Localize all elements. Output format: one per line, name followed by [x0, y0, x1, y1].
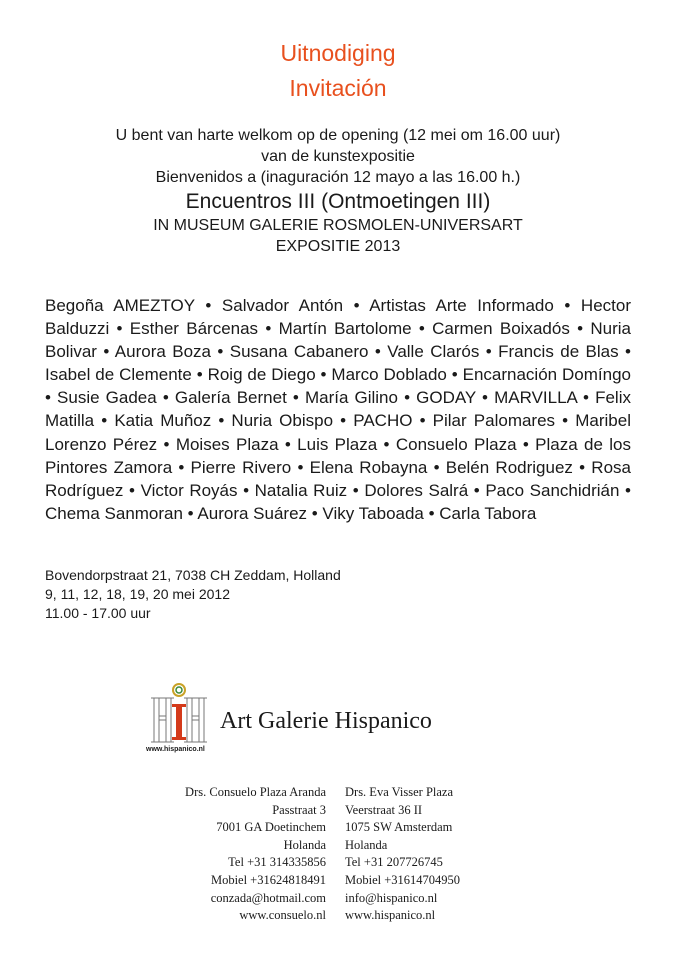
contact-street: Passtraat 3 — [272, 802, 326, 817]
opening-hours: 11.00 - 17.00 uur — [45, 605, 151, 621]
contact-name: Drs. Eva Visser Plaza — [345, 785, 454, 799]
intro-line-2: van de kunstexpositie — [261, 148, 415, 165]
contact-tel: Tel +31 207726745 — [345, 855, 443, 870]
expo-year: EXPOSITIE 2013 — [275, 238, 401, 255]
exhibition-dates: 9, 11, 12, 18, 19, 20 mei 2012 — [45, 586, 230, 602]
intro-block — [0, 125, 676, 257]
contact-consuelo — [185, 784, 326, 925]
contact-email: conzada@hotmail.com — [210, 890, 326, 905]
intro-line-3: Bienvenidos a (inaguración 12 mayo a las 16.00 h.) — [155, 169, 521, 186]
contact-street: Veerstraat 36 II — [345, 802, 423, 817]
contact-mobile: Mobiel +31614704950 — [345, 872, 461, 887]
contact-web: www.hispanico.nl — [345, 908, 436, 923]
artist-list: Begoña AMEZTOY • Salvador Antón • Artistas Arte Informado • Hector Balduzzi • Esther Bárcenas • Martín Bartolome • Carmen Boixadós • Nuria Bolivar • Aurora Boza • Susana Cabanero • Valle Clarós • Francis de Blas • Isabel de Clemente • Roig de Diego • Marco Doblado • Encarnación Domíngo • Susie Gadea • Galería Bernet • María Gilino • GODAY • MARVILLA • Felix Matilla • Katia Muñoz • Nuria Obispo • PACHO • Pilar Palomares • Maribel Lorenzo Pérez • Moises Plaza • Luis Plaza • Consuelo Plaza • Plaza de los Pintores Zamora • Pierre Rivero • Elena Robayna • Belén Rodriguez • Rosa Rodríguez • Victor Royás • Natalia Ruiz • Dolores Salrá • Paco Sanchidrián • Chema Sanmoran • Aurora Suárez • Viky Taboada • Carla Tabora — [45, 296, 631, 523]
contact-city: 1075 SW Amsterdam — [345, 820, 453, 835]
venue-line: IN MUSEUM GALERIE ROSMOLEN-UNIVERSART — [153, 217, 523, 234]
gallery-name: Art Galerie Hispanico — [220, 708, 432, 734]
contact-eva — [345, 784, 460, 925]
title-invitacion: Invitación — [289, 75, 387, 101]
contact-tel: Tel +31 314335856 — [228, 855, 326, 870]
contact-country: Holanda — [283, 837, 326, 852]
contact-web: www.consuelo.nl — [239, 908, 326, 923]
logo-url: www.hispanico.nl — [146, 746, 205, 753]
contact-email: info@hispanico.nl — [345, 890, 438, 905]
exhibition-address — [45, 566, 341, 623]
contact-city: 7001 GA Doetinchem — [216, 820, 326, 835]
intro-line-1: U bent van harte welkom op de opening (12 mei om 16.00 uur) — [115, 127, 561, 144]
exhibition-title: Encuentros III (Ontmoetingen III) — [185, 190, 491, 213]
street-address: Bovendorpstraat 21, 7038 CH Zeddam, Holland — [45, 567, 341, 583]
contact-country: Holanda — [345, 837, 388, 852]
title-uitnodiging: Uitnodiging — [280, 40, 396, 66]
contact-mobile: Mobiel +31624818491 — [210, 872, 326, 887]
contact-name: Drs. Consuelo Plaza Aranda — [185, 785, 326, 799]
